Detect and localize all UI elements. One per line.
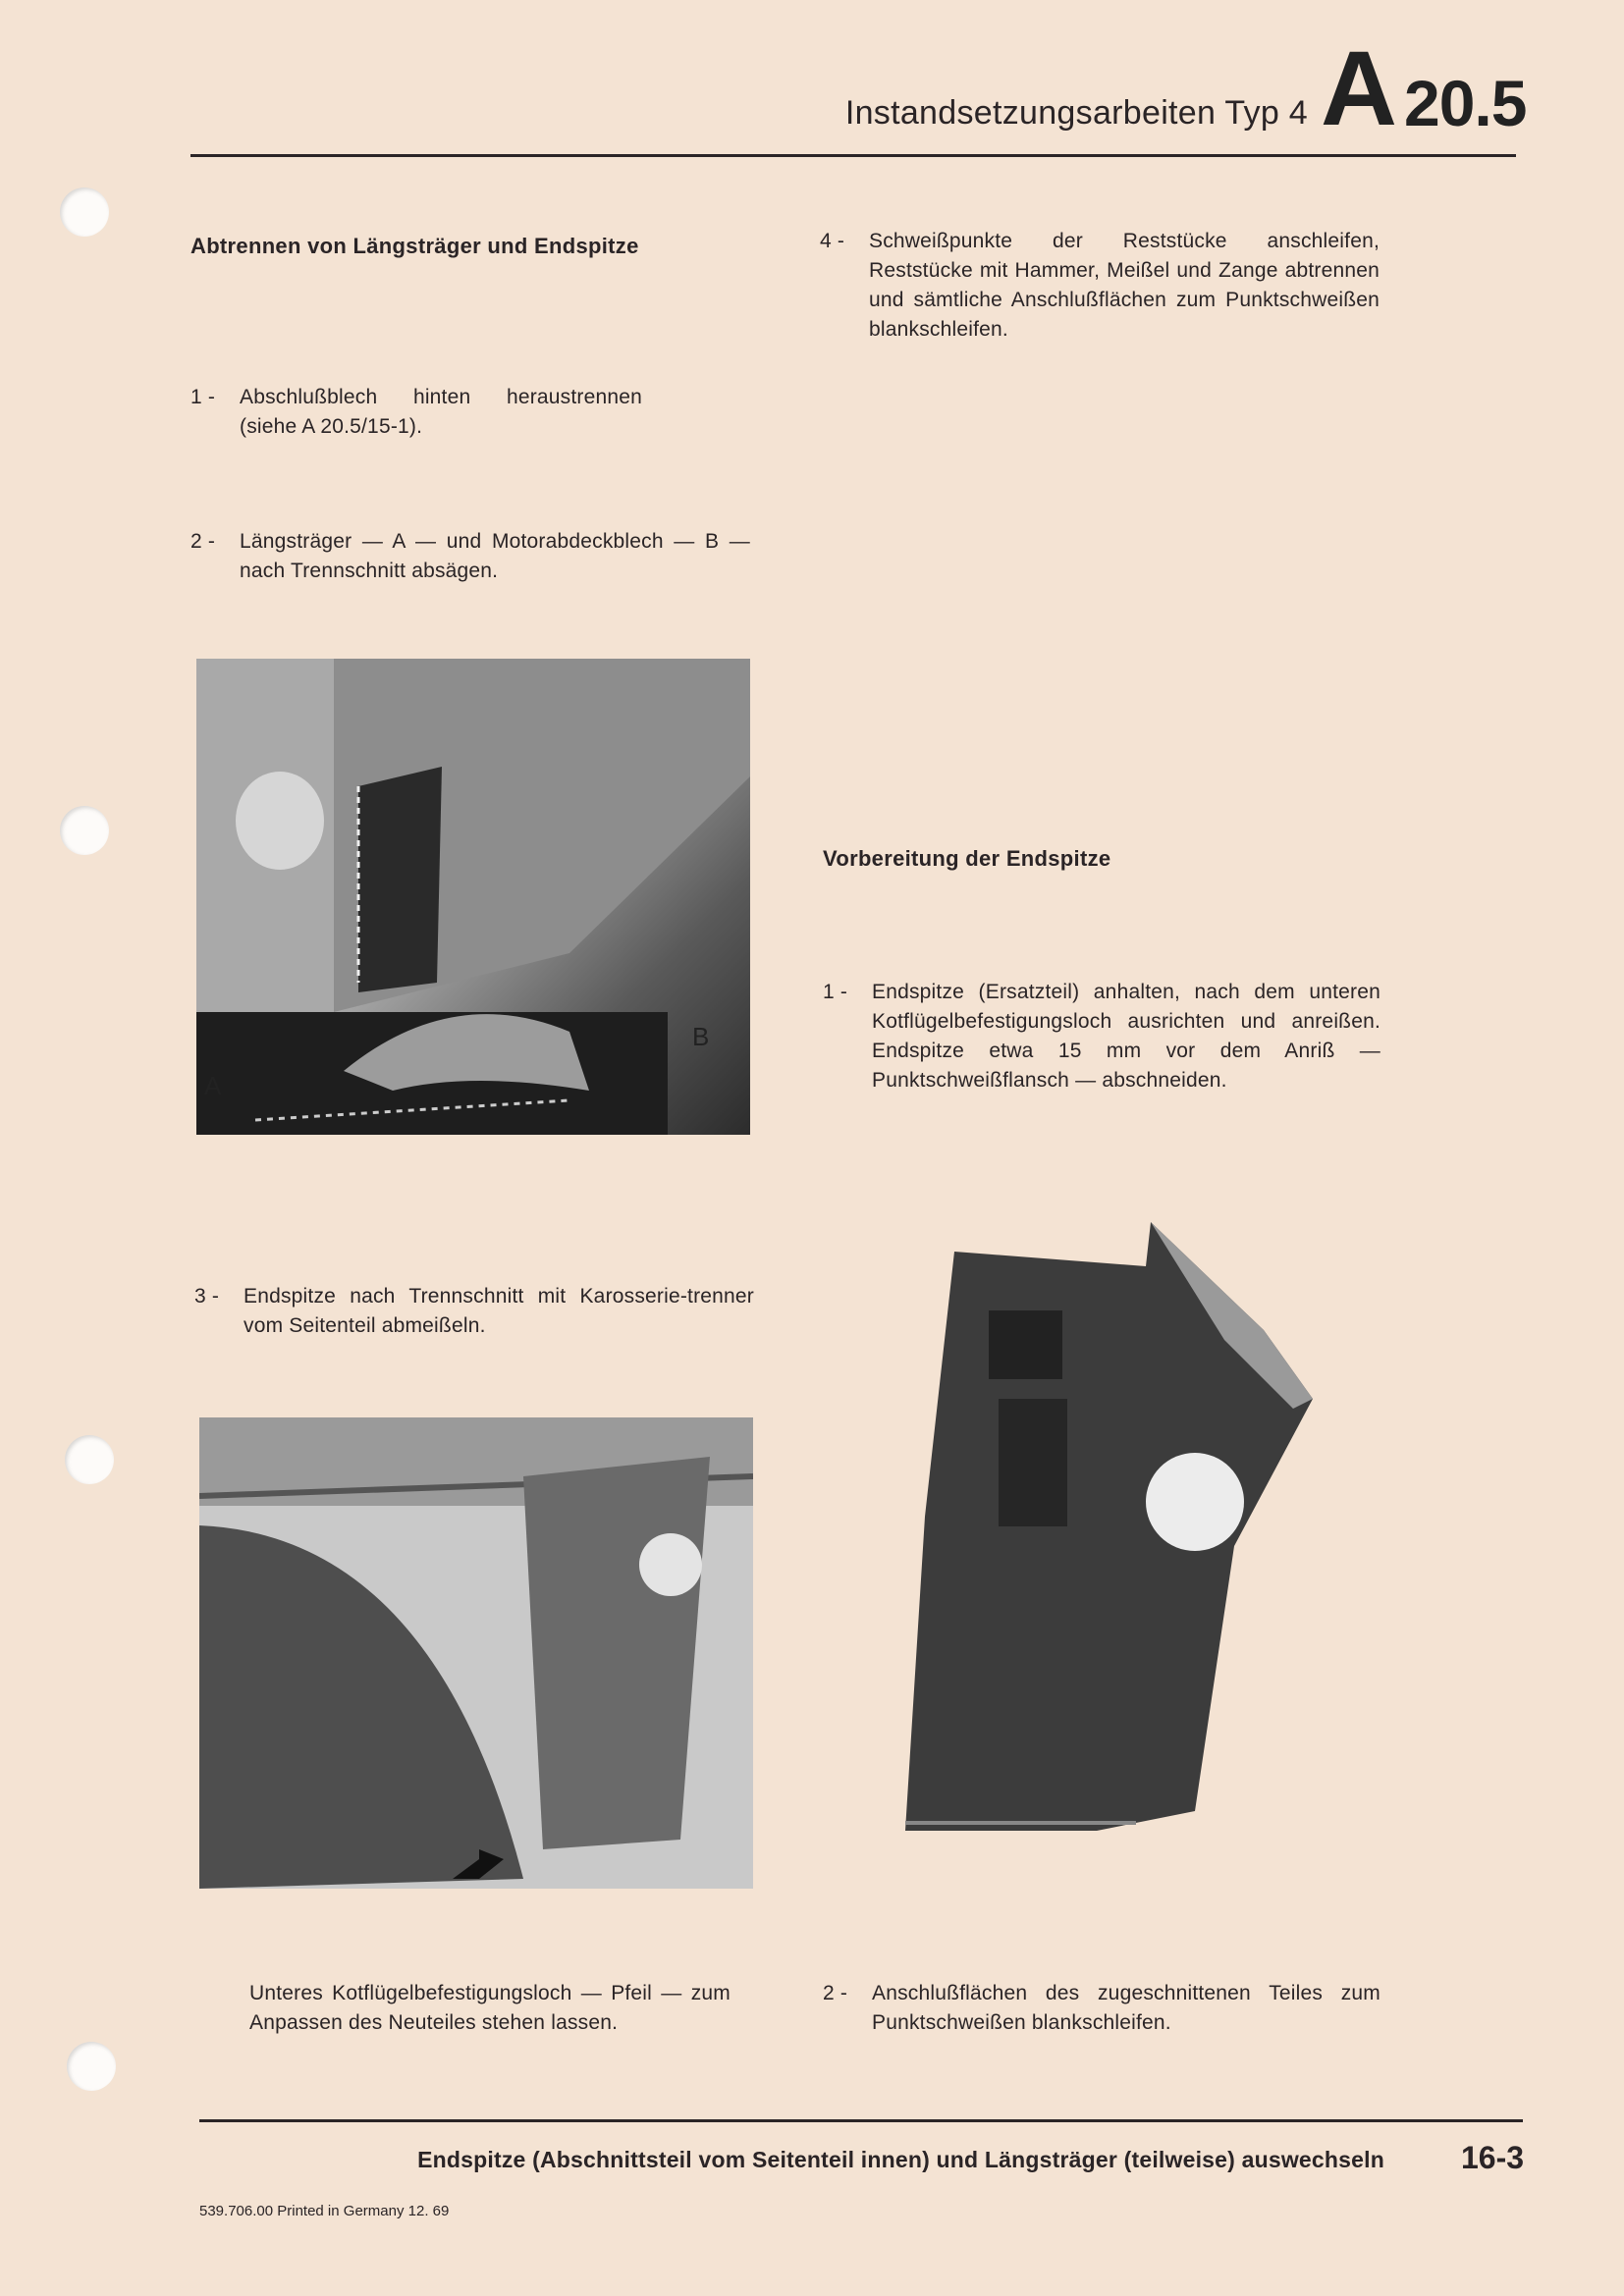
header-title: Instandsetzungsarbeiten Typ 4 (844, 94, 1308, 132)
left-heading: Abtrennen von Längsträger und Endspitze (190, 234, 639, 258)
photo-removing-endpiece (199, 1417, 753, 1889)
print-code: 539.706.00 Printed in Germany 12. 69 (199, 2203, 450, 2219)
footer-rule (199, 2119, 1523, 2122)
punch-hole (60, 187, 109, 237)
section-letter: A (1321, 28, 1397, 147)
label-a: A (204, 1071, 222, 1100)
label-b: B (692, 1022, 710, 1051)
punch-hole (60, 806, 109, 855)
caption: Unteres Kotflügelbefestigungsloch — Pfeil — zum Anpassen des Neuteiles stehen lassen. (249, 1982, 731, 2034)
step-3: 3 - Endspitze nach Trennschnitt mit Karosserie-trenner vom Seitenteil abmeißeln. (194, 1285, 754, 1337)
photo-replacement-endpiece (900, 1222, 1318, 1838)
prep-step-2: 2 - Anschlußflächen des zugeschnittenen Teiles zum Punktschweißen blankschleifen. (823, 1982, 1380, 2034)
header-rule (190, 154, 1516, 157)
step-2: 2 - Längsträger — A — und Motorabdeckblech — B — nach Trennschnitt absägen. (190, 530, 750, 582)
right-heading: Vorbereitung der Endspitze (823, 846, 1111, 871)
page-number: 16-3 (1461, 2140, 1525, 2175)
step-4: 4 - Schweißpunkte der Reststücke anschleifen, Reststücke mit Hammer, Meißel und Zange abtrennen und sämtliche Anschlußflächen zum Punktschweißen blankschleifen. (820, 230, 1380, 341)
punch-hole (67, 2042, 116, 2091)
section-number: 20.5 (1404, 67, 1527, 139)
footer-title: Endspitze (Abschnittsteil vom Seitenteil innen) und Längsträger (teilweise) auswechseln (417, 2147, 1384, 2172)
prep-step-1: 1 - Endspitze (Ersatzteil) anhalten, nach dem unteren Kotflügelbefestigungsloch ausrichten und anreißen. Endspitze etwa 15 mm vor dem Anriß — Punktschweißflansch — abschneiden. (823, 981, 1380, 1092)
photo-longitudinal-member (196, 659, 750, 1135)
punch-hole (65, 1435, 114, 1484)
step-1: 1 - Abschlußblech hinten heraustrennen (siehe A 20.5/15-1). (190, 386, 642, 438)
